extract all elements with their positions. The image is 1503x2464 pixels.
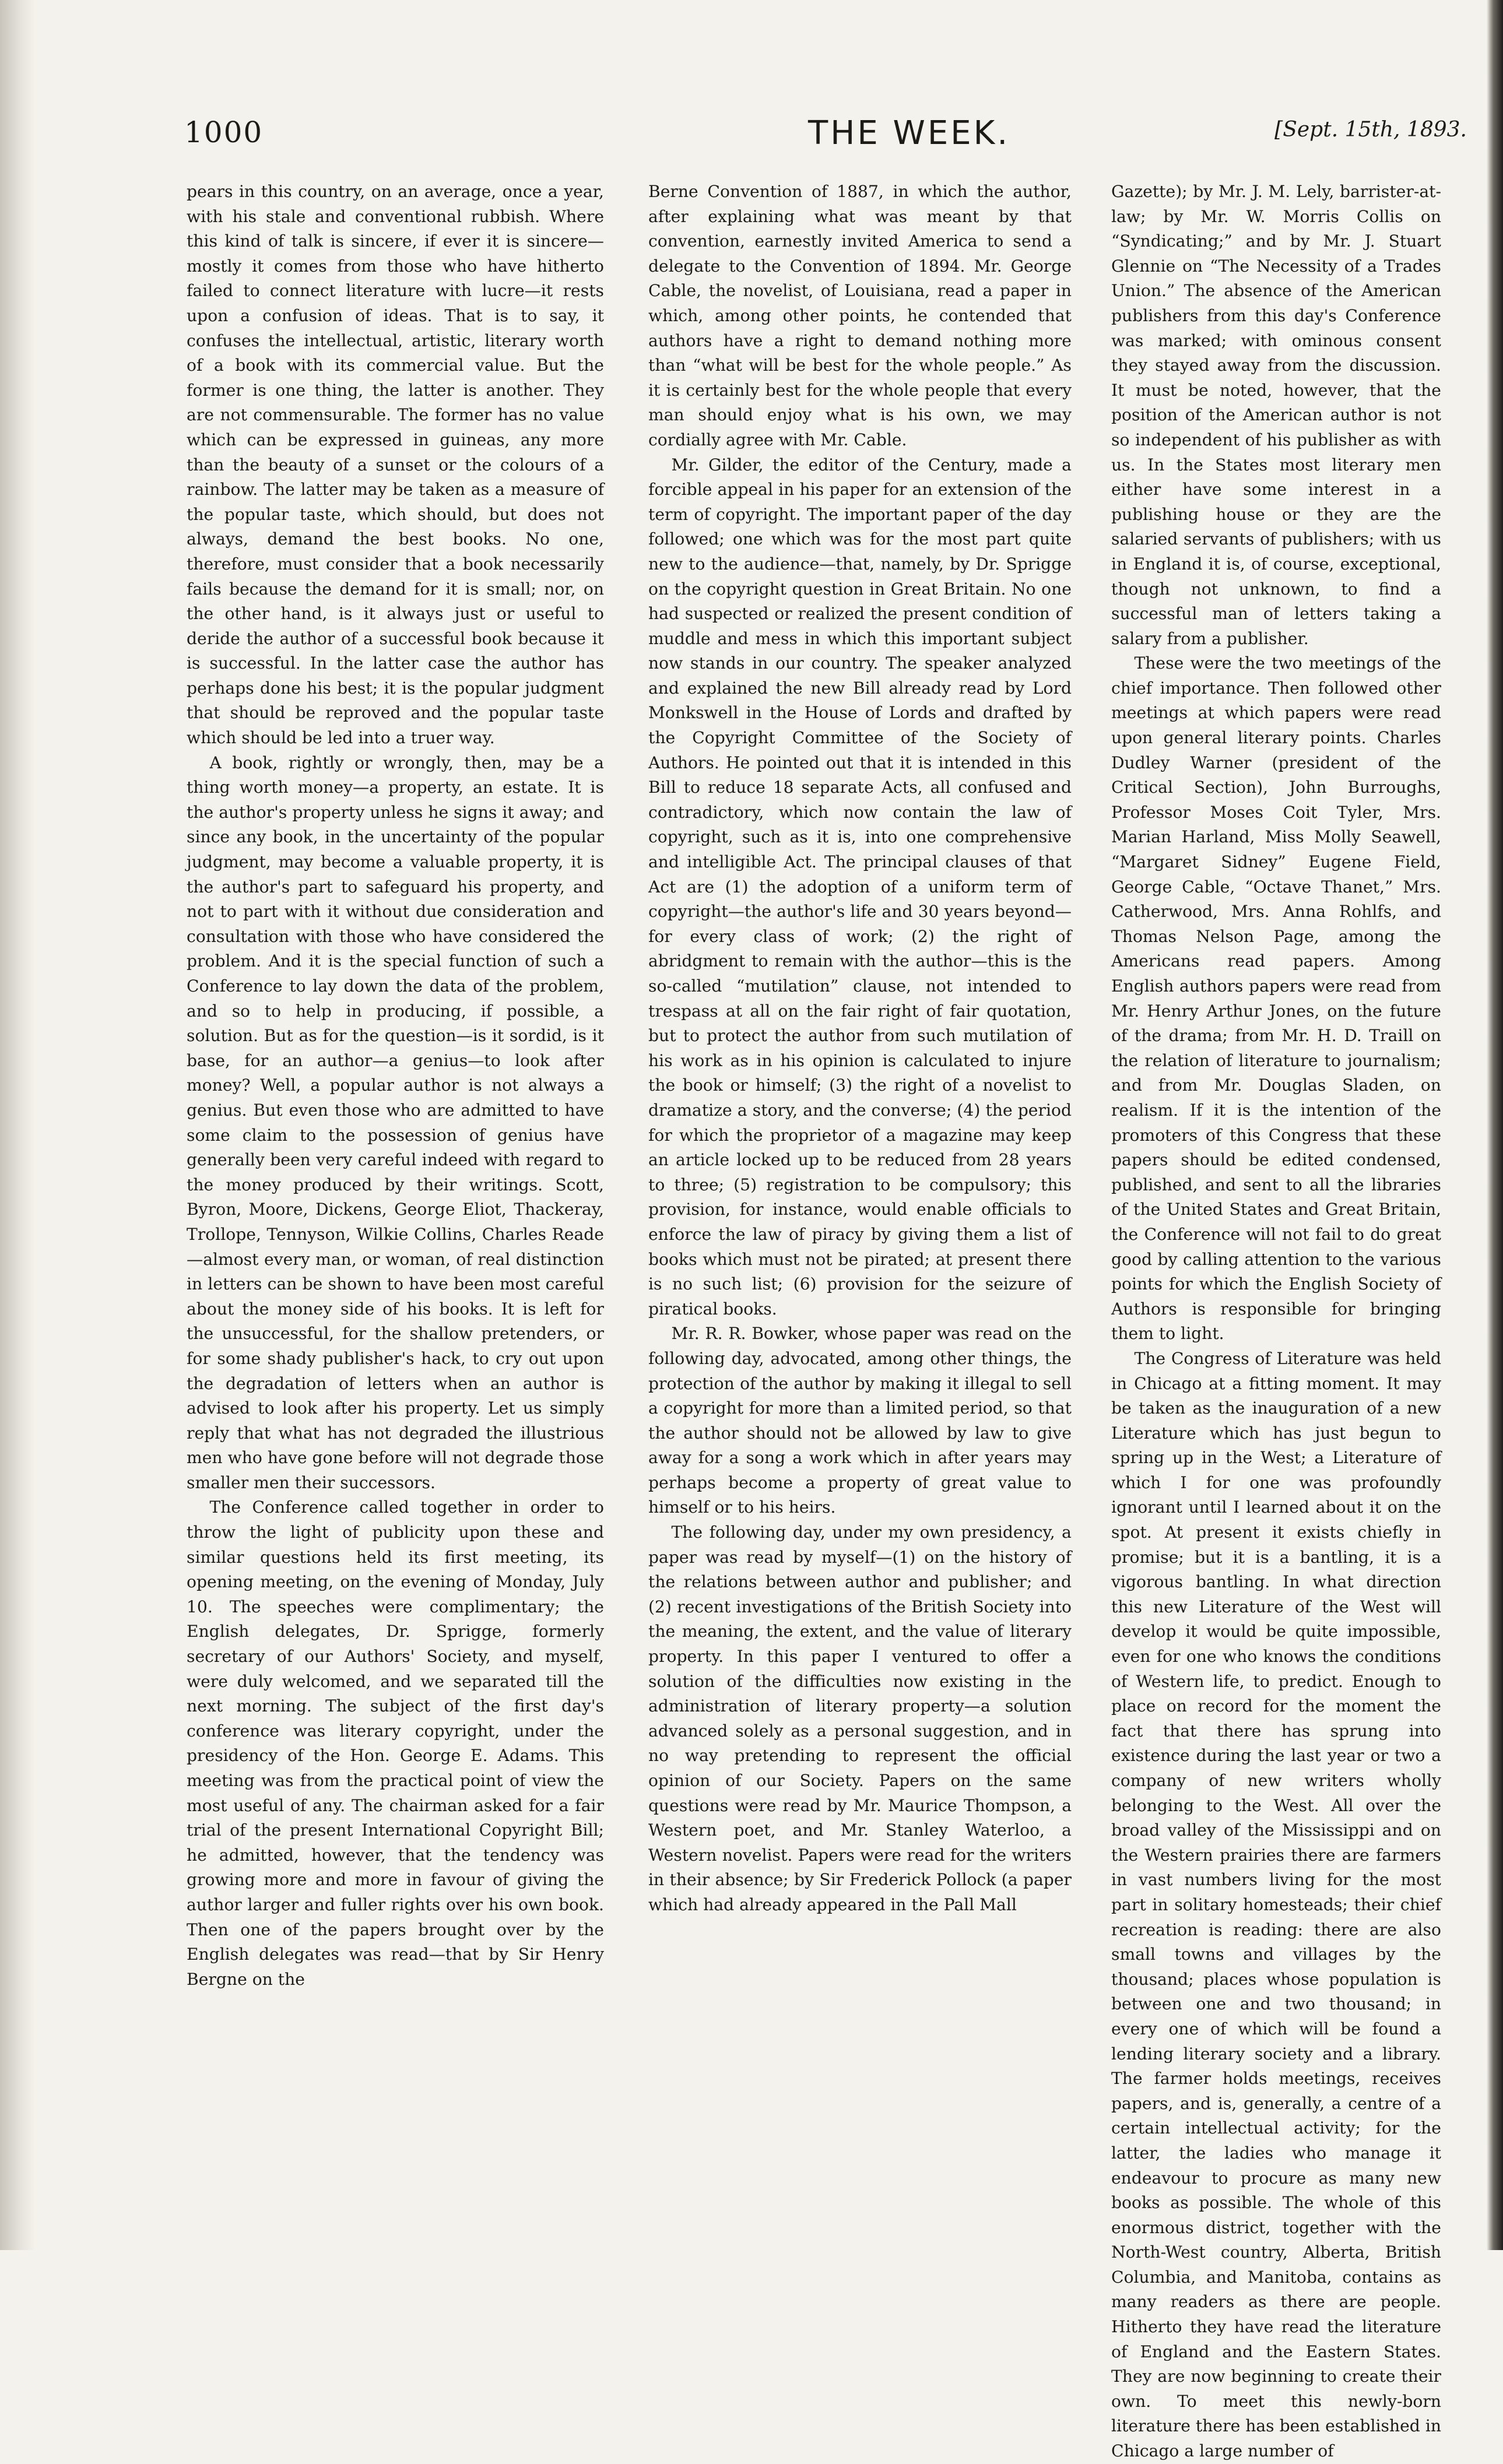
journal-title: THE WEEK. bbox=[808, 114, 1010, 152]
paragraph: Berne Convention of 1887, in which the author, after explaining what was meant by that convention, earnestly invited America to send a delegate to the Convention of 1894. Mr. George Cable, the novelist, of Louisiana, read a paper in which, among other points, he contended that authors have a right to demand nothing more than “what will be best for the whole people.” As it is certainly best for the whole people that every man should enjoy what is his own, we may cordially agree with Mr. Cable. bbox=[648, 182, 1072, 449]
page-number: 1000 bbox=[184, 115, 264, 149]
page-header bbox=[184, 115, 1467, 156]
text-column-left bbox=[187, 180, 604, 1992]
paragraph: The Conference called together in order to throw the light of publicity upon these and similar questions held its first meeting, its opening meeting, on the evening of Monday, July 10. The speeches were complimentary; the English delegates, Dr. Sprigge, formerly secretary of our Authors' Society, and myself, were duly welcomed, and we separated till the next morning. The subject of the first day's conference was literary copyright, under the presidency of the Hon. George E. Adams. This meeting was from the practical point of view the most useful of any. The chairman asked for a fair trial of the present International Copyright Bill; he admitted, however, that the tendency was growing more and more in favour of giving the author larger and fuller rights over his own book. Then one of the papers brought over by the English delegates was read—that by Sir Henry Bergne on the bbox=[187, 1498, 604, 1989]
page-edge-shadow bbox=[1487, 0, 1503, 2250]
paragraph: Gazette); by Mr. J. M. Lely, barrister-at-law; by Mr. W. Morris Collis on “Syndicating;” and by Mr. J. Stuart Glennie on “The Necessity of a Trades Union.” The absence of the American publishers from this day's Conference was marked; with ominous consent they stayed away from the discussion. It must be noted, however, that the position of the American author is not so independent of his publisher as with us. In the States most literary men either have some interest in a publishing house or they are the salaried servants of publishers; with us in England it is, of course, exceptional, though not unknown, to find a successful man of letters taking a salary from a publisher. bbox=[1111, 182, 1441, 648]
paragraph: Mr. Gilder, the editor of the Century, made a forcible appeal in his paper for an extension of the term of copyright. The important paper of the day followed; one which was for the most part quite new to the audience—that, namely, by Dr. Sprigge on the copyright question in Great Britain. No one had suspected or realized the present condition of muddle and mess in which this important subject now stands in our country. The speaker analyzed and explained the new Bill already read by Lord Monkswell in the House of Lords and drafted by the Copyright Committee of the Society of Authors. He pointed out that it is intended in this Bill to reduce 18 separate Acts, all confused and contradictory, which now contain the law of copyright, such as it is, into one comprehensive and intelligible Act. The principal clauses of that Act are (1) the adoption of a uniform term of copyright—the author's life and 30 years beyond—for every class of work; (2) the right of abridgment to remain with the author—this is the so-called “mutilation” clause, not intended to trespass at all on the fair right of fair quotation, but to protect the author from such mutilation of his work as in his opinion is calculated to injure the book or himself; (3) the right of a novelist to dramatize a story, and the converse; (4) the period for which the proprietor of a magazine may keep an article locked up to be reduced from 28 years to three; (5) registration to be compulsory; this provision, for instance, would enable officials to enforce the law of piracy by giving them a list of books which must not be pirated; at present there is no such list; (6) provision for the seizure of piratical books. bbox=[648, 455, 1072, 1319]
paragraph: Mr. R. R. Bowker, whose paper was read on the following day, advocated, among other things, the protection of the author by making it illegal to sell a copyright for more than a limited period, so that the author should not be allowed by law to give away for a song a work which in after years may perhaps become a property of great value to himself or to his heirs. bbox=[648, 1324, 1072, 1517]
issue-date: [Sept. 15th, 1893. bbox=[1274, 118, 1467, 142]
paragraph: pears in this country, on an average, once a year, with his stale and conventional rubbish. Where this kind of talk is sincere, if ever it is sincere—mostly it comes from those who have hitherto failed to connect literature with lucre—it rests upon a confusion of ideas. That is to say, it confuses the intellectual, artistic, literary worth of a book with its commercial value. But the former is one thing, the latter is another. They are not commensurable. The former has no value which can be expressed in guineas, any more than the beauty of a sunset or the colours of a rainbow. The latter may be taken as a measure of the popular taste, which should, but does not always, demand the best books. No one, therefore, must consider that a book necessarily fails because the demand for it is small; nor, on the other hand, is it always just or useful to deride the author of a successful book because it is successful. In the latter case the author has perhaps done his best; it is the popular judgment that should be reproved and the popular taste which should be led into a truer way. bbox=[187, 182, 604, 748]
paragraph: The following day, under my own presidency, a paper was read by myself—(1) on the history of the relations between author and publisher; and (2) recent investigations of the British Society into the meaning, the extent, and the value of literary property. In this paper I ventured to offer a solution of the difficulties now existing in the administration of literary property—a solution advanced solely as a personal suggestion, and in no way pretending to represent the official opinion of our Society. Papers on the same questions were read by Mr. Maurice Thompson, a Western poet, and Mr. Stanley Waterloo, a Western novelist. Papers were read for the writers in their absence; by Sir Frederick Pollock (a paper which had already appeared in the Pall Mall bbox=[648, 1523, 1072, 1914]
paragraph: These were the two meetings of the chief importance. Then followed other meetings at which papers were read upon general literary points. Charles Dudley Warner (president of the Critical Section), John Burroughs, Professor Moses Coit Tyler, Mrs. Marian Harland, Miss Molly Seawell, “Margaret Sidney” Eugene Field, George Cable, “Octave Thanet,” Mrs. Catherwood, Mrs. Anna Rohlfs, and Thomas Nelson Page, among the Americans read papers. Among English authors papers were read from Mr. Henry Arthur Jones, on the future of the drama; from Mr. H. D. Traill on the relation of literature to journalism; and from Mr. Douglas Sladen, on realism. If it is the intention of the promoters of this Congress that these papers should be edited condensed, published, and sent to all the libraries of the United States and Great Britain, the Conference will not fail to do great good by calling attention to the various points for which the English Society of Authors is responsible for bringing them to light. bbox=[1111, 653, 1441, 1344]
paragraph: A book, rightly or wrongly, then, may be a thing worth money—a property, an estate. It is the author's property unless he signs it away; and since any book, in the uncertainty of the popular judgment, may become a valuable property, it is the author's part to safeguard his property, and not to part with it without due consideration and consultation with those who have considered the problem. And it is the special function of such a Conference to lay down the data of the problem, and so to help in producing, if possible, a solution. But as for the question—is it sordid, is it base, for an author—a genius—to look after money? Well, a popular author is not always a genius. But even those who are admitted to have some claim to the possession of genius have generally been very careful indeed with regard to the money produced by their writings. Scott, Byron, Moore, Dickens, George Eliot, Thackeray, Trollope, Tennyson, Wilkie Collins, Charles Reade—almost every man, or woman, of real distinction in letters can be shown to have been most careful about the money side of his books. It is left for the unsuccessful, for the shallow pretenders, or for some shady publisher's hack, to cry out upon the degradation of letters when an author is advised to look after his property. Let us simply reply that what has not degraded the illustrious men who have gone before will not degrade those smaller men their successors. bbox=[187, 753, 604, 1492]
text-column-right bbox=[1111, 180, 1441, 2464]
page-binding-shadow bbox=[0, 0, 35, 2250]
text-column-middle bbox=[648, 180, 1072, 1918]
paragraph: The Congress of Literature was held in Chicago at a fitting moment. It may be taken as the inauguration of a new Literature which has just begun to spring up in the West; a Literature of which I for one was profoundly ignorant until I learned about it on the spot. At present it exists chiefly in promise; but it is a bantling, it is a vigorous bantling. In what direction this new Literature of the West will develop it would be quite impossible, even for one who knows the conditions of Western life, to predict. Enough to place on record for the moment the fact that there has sprung into existence during the last year or two a company of new writers wholly belonging to the West. All over the broad valley of the Mississippi and on the Western prairies there are farmers in vast numbers living for the most part in solitary homesteads; their chief recreation is reading: there are also small towns and villages by the thousand; places whose population is between one and two thousand; in every one of which will be found a lending literary society and a library. The farmer holds meetings, receives papers, and is, generally, a centre of a certain intellectual activity; for the latter, the ladies who manage it endeavour to procure as many new books as possible. The whole of this enormous district, together with the North-West country, Alberta, British Columbia, and Manitoba, contains as many readers as there are people. Hitherto they have read the literature of England and the Eastern States. They are now beginning to create their own. To meet this newly-born literature there has been established in Chicago a large number of bbox=[1111, 1348, 1441, 2461]
